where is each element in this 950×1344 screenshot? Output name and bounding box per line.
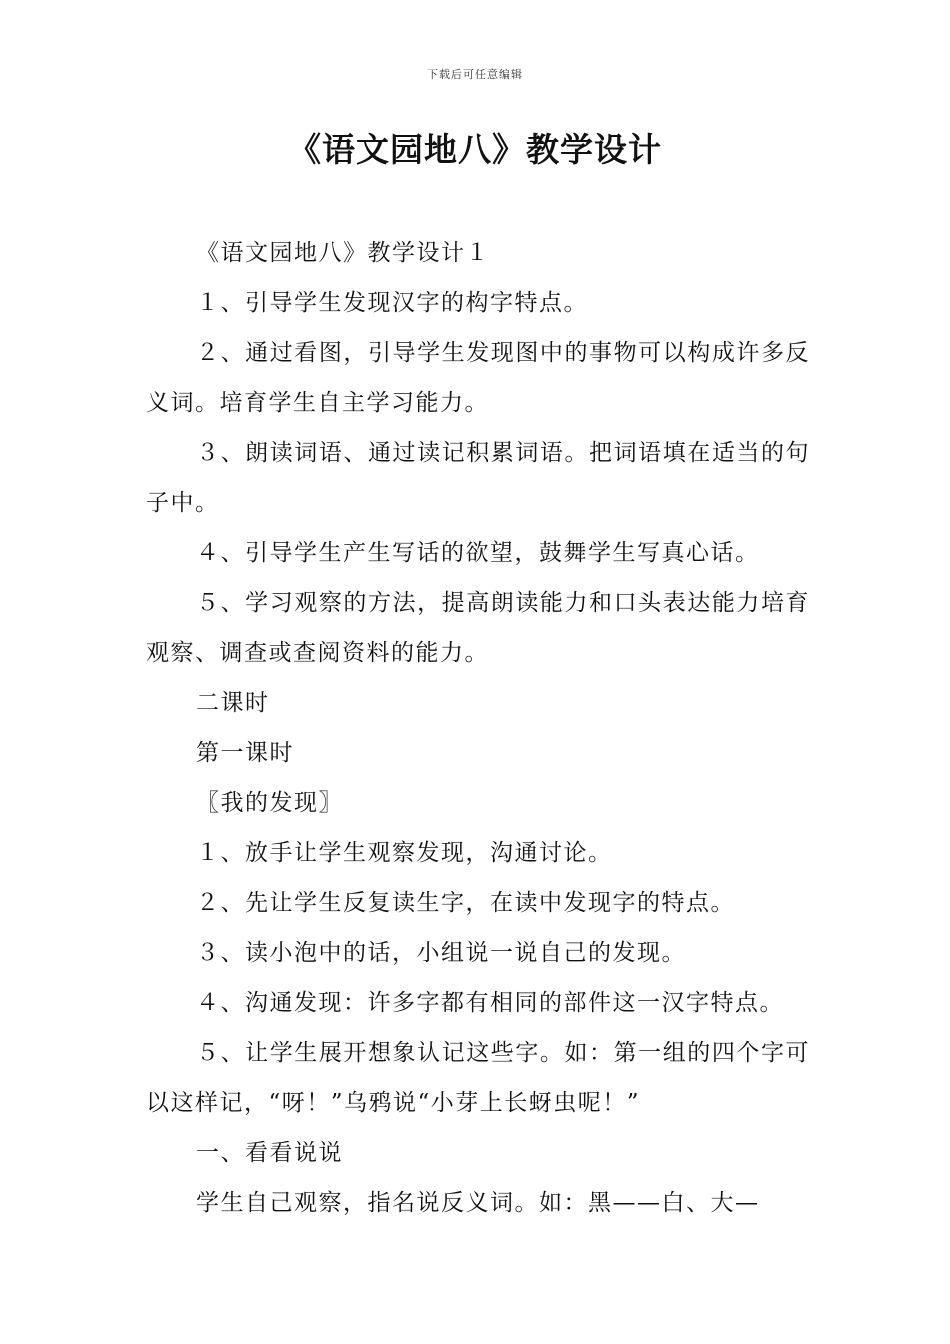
paragraph: ２、先让学生反复读生字，在读中发现字的特点。	[196, 890, 735, 916]
paragraph: １、放手让学生观察发现，沟通讨论。	[196, 840, 613, 866]
paragraph: 《语文园地八》教学设计１	[196, 240, 490, 266]
paragraph: 二课时	[196, 690, 270, 716]
paragraph: ４、引导学生产生写话的欲望，鼓舞学生写真心话。	[196, 540, 760, 566]
paragraph: ５、让学生展开想象认记这些字。如：第一组的四个字可以这样记，“呀！”乌鸦说“小芽上长蚜虫呢！”	[146, 1040, 810, 1116]
paragraph: ４、沟通发现：许多字都有相同的部件这一汉字特点。	[196, 990, 784, 1016]
document-body	[146, 228, 810, 1228]
paragraph: ２、通过看图，引导学生发现图中的事物可以构成许多反义词。培育学生自主学习能力。	[146, 340, 810, 416]
paragraph: ３、朗读词语、通过读记积累词语。把词语填在适当的句子中。	[146, 440, 810, 516]
paragraph: 第一课时	[196, 740, 294, 766]
paragraph: ５、学习观察的方法，提高朗读能力和口头表达能力培育观察、调查或查阅资料的能力。	[146, 590, 810, 666]
paragraph: 学生自己观察，指名说反义词。如：黑——白、大—	[196, 1190, 760, 1216]
paragraph: ３、读小泡中的话，小组说一说自己的发现。	[196, 940, 686, 966]
paragraph: １、引导学生发现汉字的构字特点。	[196, 290, 588, 316]
document-title: 《语文园地八》教学设计	[288, 130, 662, 169]
section-heading: 一、看看说说	[196, 1140, 343, 1166]
header-note: 下载后可任意编辑	[427, 68, 523, 81]
section-heading: 〖我的发现〗	[196, 790, 343, 816]
